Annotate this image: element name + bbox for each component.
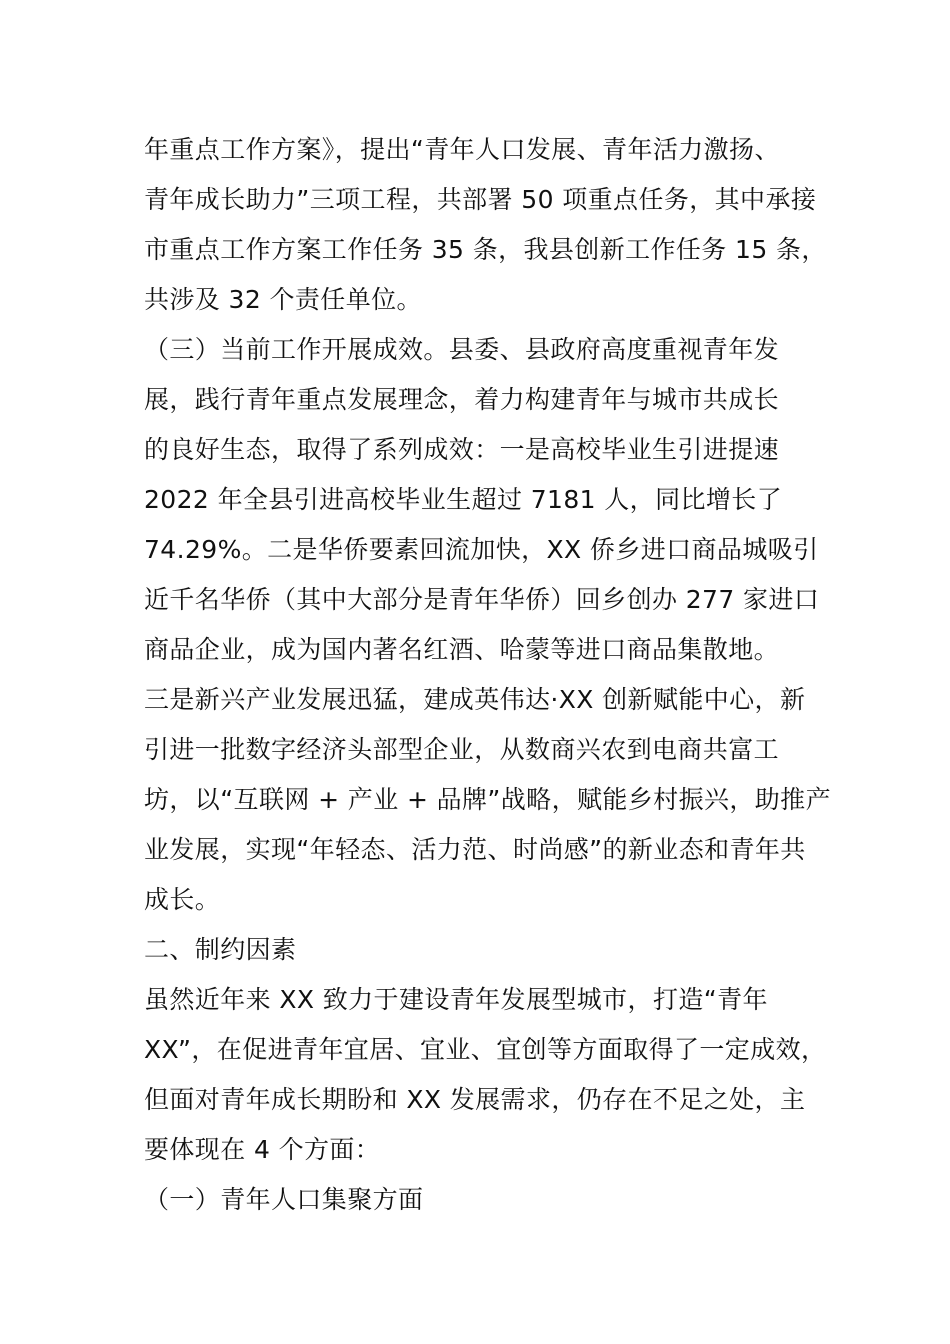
text-line: 青年成长助力”三项工程，共部署 50 项重点任务，其中承接 (144, 185, 817, 214)
text-line: 2022 年全县引进高校毕业生超过 7181 人，同比增长了 (144, 485, 783, 514)
text-line: 但面对青年成长期盼和 XX 发展需求，仍存在不足之处，主 (144, 1085, 806, 1114)
text-line: 74.29%。二是华侨要素回流加快，XX 侨乡进口商品城吸引 (144, 535, 819, 564)
section-heading-line: 二、制约因素 (144, 935, 297, 964)
text-line: 引进一批数字经济头部型企业，从数商兴农到电商共富工 (144, 735, 780, 764)
text-line: 的良好生态，取得了系列成效：一是高校毕业生引进提速 (144, 435, 780, 464)
text-line: XX”，在促进青年宜居、宜业、宜创等方面取得了一定成效， (144, 1035, 827, 1064)
text-line: 近千名华侨（其中大部分是青年华侨）回乡创办 277 家进口 (144, 585, 820, 614)
text-line: 虽然近年来 XX 致力于建设青年发展型城市，打造“青年 (144, 985, 768, 1014)
text-line: 商品企业，成为国内著名红酒、哈蒙等进口商品集散地。 (144, 635, 780, 664)
text-line: 三是新兴产业发展迅猛，建成英伟达·XX 创新赋能中心，新 (144, 685, 806, 714)
text-line: 年重点工作方案》，提出“青年人口发展、青年活力激扬、 (144, 135, 780, 164)
text-line: 市重点工作方案工作任务 35 条，我县创新工作任务 15 条， (144, 235, 827, 264)
text-line: 要体现在 4 个方面： (144, 1135, 381, 1164)
text-line: 成长。 (144, 885, 221, 914)
text-line: 展，践行青年重点发展理念，着力构建青年与城市共成长 (144, 385, 780, 414)
section-heading-line: （三）当前工作开展成效。县委、县政府高度重视青年发 (144, 335, 780, 364)
subsection-heading-line: （一）青年人口集聚方面 (144, 1185, 424, 1214)
text-line: 业发展，实现“年轻态、活力范、时尚感”的新业态和青年共 (144, 835, 806, 864)
text-line: 坊，以“互联网 + 产业 + 品牌”战略，赋能乡村振兴，助推产 (144, 785, 831, 814)
text-line: 共涉及 32 个责任单位。 (144, 285, 422, 314)
